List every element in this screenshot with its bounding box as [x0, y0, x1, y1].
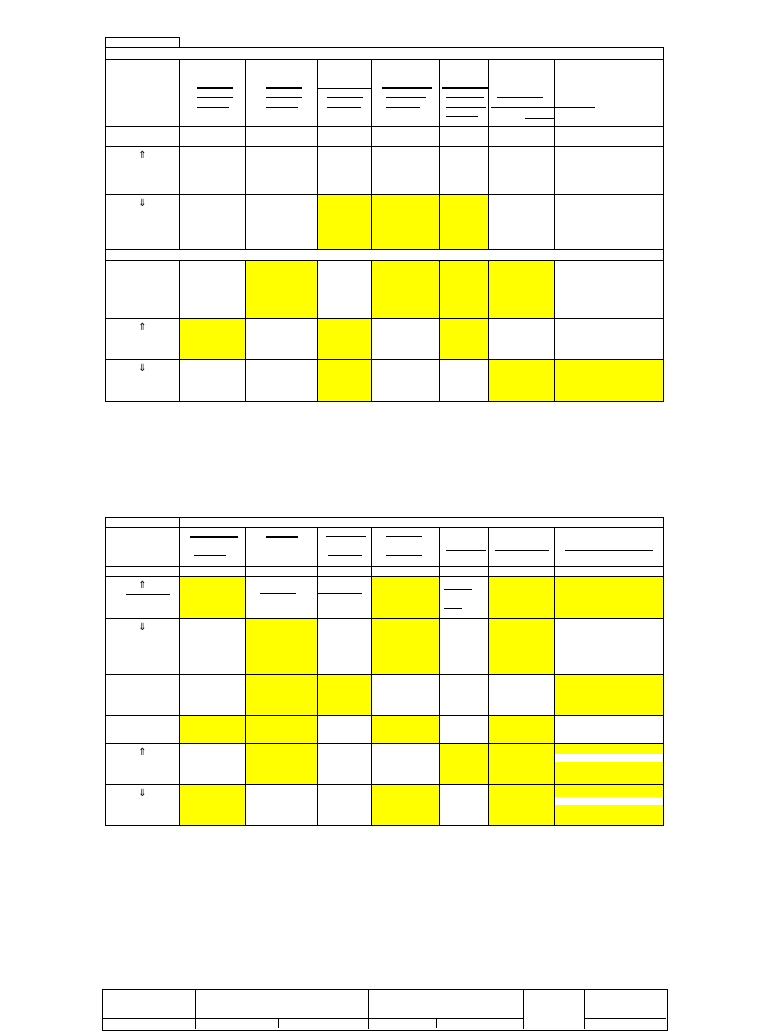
- table1-header-row: [106, 60, 664, 127]
- down-arrow-icon: ⇓: [138, 788, 147, 799]
- footer-row-rule: [102, 1018, 524, 1019]
- footer-row-rule: [584, 1018, 666, 1019]
- table1-row: [106, 261, 664, 319]
- footer-divider: [584, 989, 585, 1029]
- table1-header-cell: [246, 60, 318, 127]
- table2-row: [106, 567, 664, 577]
- table2-row: [106, 577, 664, 619]
- down-arrow-icon: ⇓: [138, 198, 147, 209]
- table2-row: [106, 619, 664, 675]
- up-arrow-icon: ⇑: [138, 747, 147, 758]
- table1-header-cell: [106, 60, 180, 127]
- table2-row: [106, 785, 664, 826]
- table1-lower: [105, 260, 664, 402]
- table1-header-cell: [489, 60, 555, 127]
- table1: [105, 59, 664, 250]
- footer-divider: [195, 989, 196, 1029]
- table1-header-cell: [372, 60, 440, 127]
- table1-header-cell: [180, 60, 246, 127]
- down-arrow-icon: ⇓: [138, 622, 147, 633]
- up-arrow-icon: ⇑: [138, 150, 147, 161]
- up-arrow-icon: ⇑: [138, 580, 147, 591]
- table1-header-cell: [318, 60, 372, 127]
- table2-row: [106, 716, 664, 744]
- table1-header-cell: [440, 60, 489, 127]
- table1-row: [106, 319, 664, 360]
- footer-divider: [368, 989, 369, 1029]
- down-arrow-icon: ⇓: [138, 363, 147, 374]
- table1-header-cell: [555, 60, 664, 127]
- table2-header-row: [106, 528, 664, 567]
- table2-row: [106, 675, 664, 716]
- footer-divider: [523, 989, 524, 1029]
- table1-row: [106, 360, 664, 402]
- table1-row: [106, 127, 664, 147]
- table2-row: [106, 744, 664, 785]
- up-arrow-icon: ⇑: [138, 322, 147, 333]
- table1-section-rule: [105, 249, 664, 260]
- table1-row: [106, 195, 664, 250]
- footer-divider: [436, 1018, 437, 1028]
- table2-caption-divider: [179, 517, 180, 527]
- footer-divider: [278, 1018, 279, 1028]
- table2: [105, 527, 664, 826]
- table1-row: [106, 147, 664, 195]
